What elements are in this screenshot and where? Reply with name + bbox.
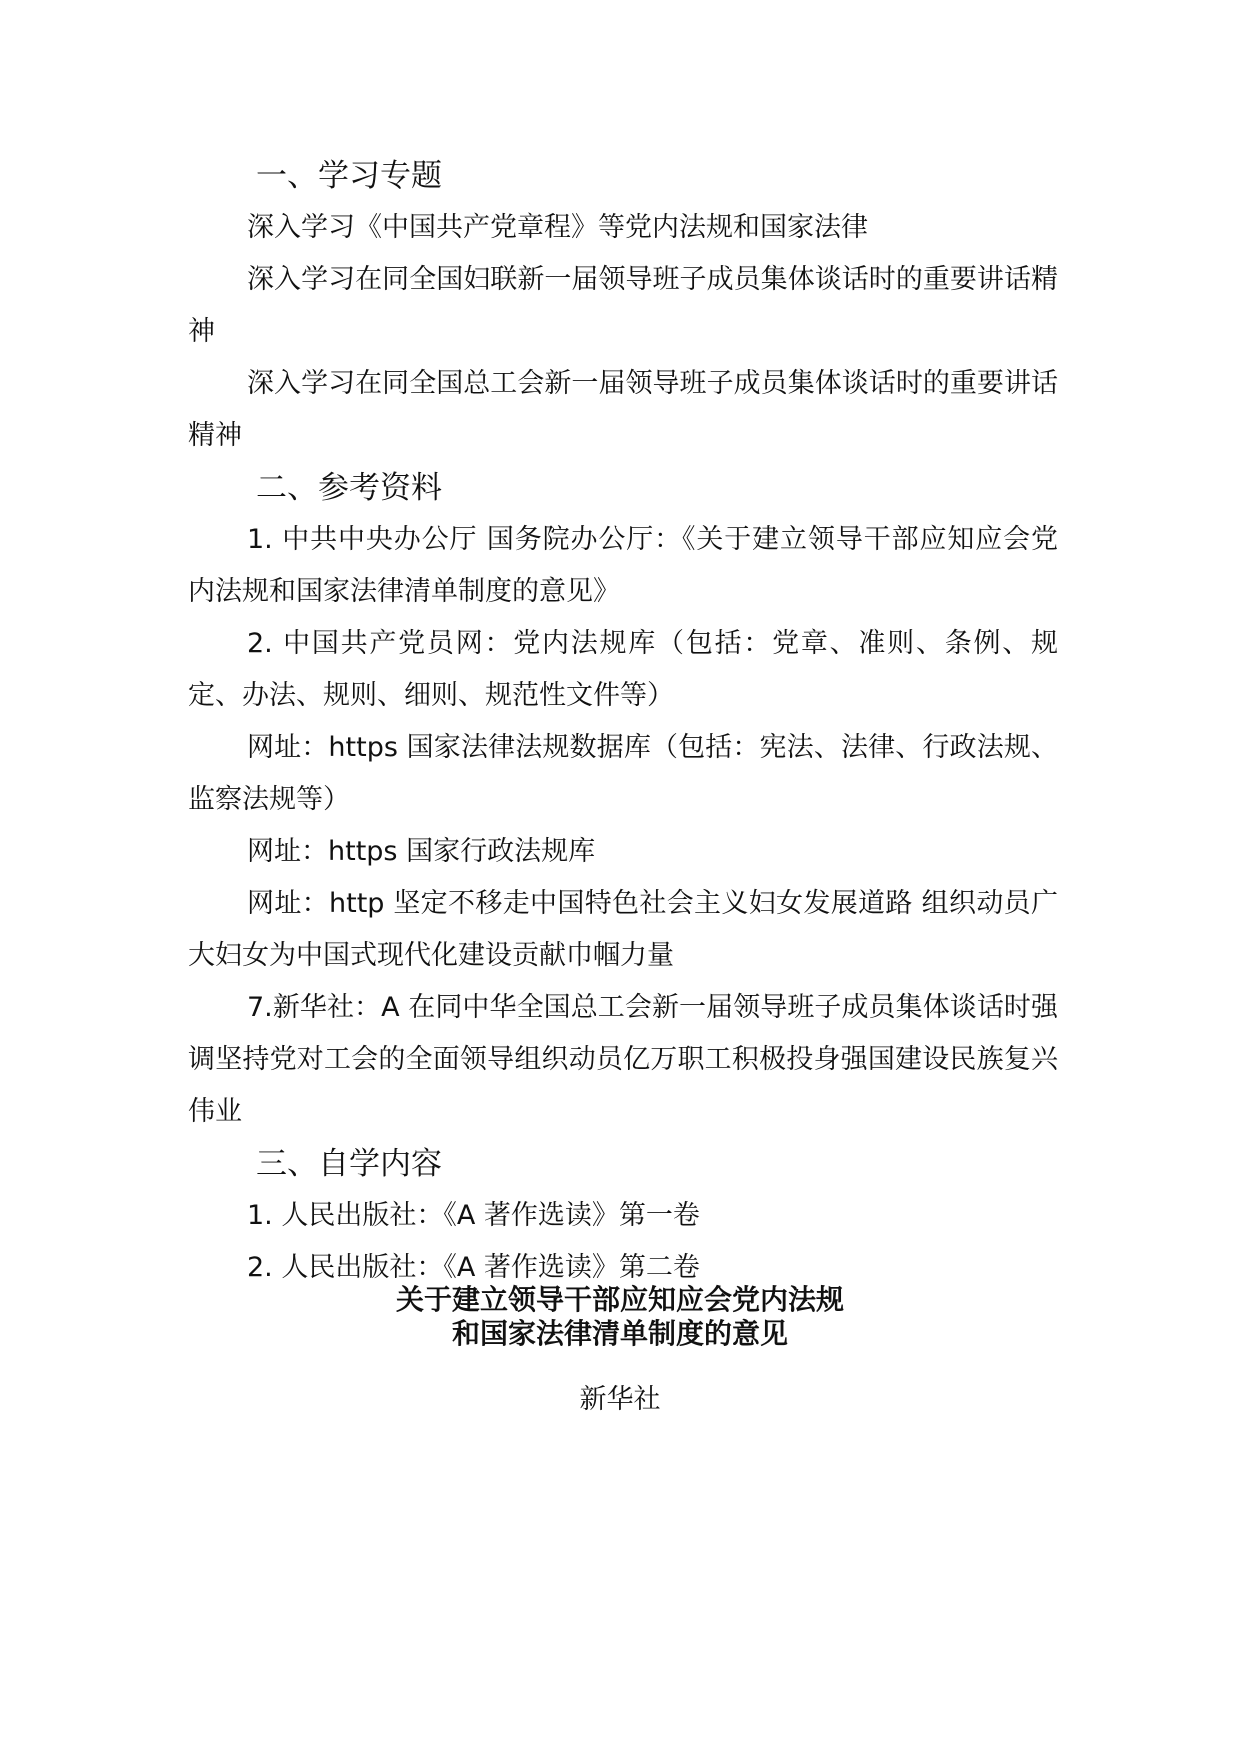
document-body bbox=[188, 150, 1058, 1294]
section-self-study bbox=[188, 1138, 1058, 1294]
reference-item: 网址：http 坚定不移走中国特色社会主义妇女发展道路 组织动员广大妇女为中国式现代化建设贡献巾帼力量 bbox=[188, 888, 1058, 971]
self-study-item: 2. 人民出版社：《A 著作选读》第二卷 bbox=[247, 1252, 700, 1283]
article-title bbox=[0, 1283, 1240, 1351]
section-heading: 一、学习专题 bbox=[256, 158, 442, 194]
reference-item: 2. 中国共产党员网：党内法规库（包括：党章、准则、条例、规定、办法、规则、细则、规范性文件等） bbox=[188, 628, 1058, 711]
reference-item: 网址：https 国家行政法规库 bbox=[247, 836, 596, 867]
study-topic-item: 深入学习在同全国妇联新一届领导班子成员集体谈话时的重要讲话精神 bbox=[188, 264, 1058, 347]
study-topic-item: 深入学习在同全国总工会新一届领导班子成员集体谈话时的重要讲话精神 bbox=[188, 368, 1058, 451]
section-heading: 三、自学内容 bbox=[256, 1146, 442, 1182]
self-study-item: 1. 人民出版社：《A 著作选读》第一卷 bbox=[247, 1200, 700, 1231]
study-topic-item: 深入学习《中国共产党章程》等党内法规和国家法律 bbox=[247, 212, 868, 243]
section-heading: 二、参考资料 bbox=[256, 470, 442, 506]
section-study-topics bbox=[188, 150, 1058, 462]
reference-item: 1. 中共中央办公厅 国务院办公厅：《关于建立领导干部应知应会党内法规和国家法律清单制度的意见》 bbox=[188, 524, 1058, 607]
reference-item: 7.新华社：A 在同中华全国总工会新一届领导班子成员集体谈话时强调坚持党对工会的全面领导组织动员亿万职工积极投身强国建设民族复兴伟业 bbox=[188, 992, 1058, 1127]
article-source: 新华社 bbox=[579, 1384, 661, 1415]
article-title-line: 关于建立领导干部应知应会党内法规 bbox=[395, 1283, 844, 1316]
reference-item: 网址：https 国家法律法规数据库（包括：宪法、法律、行政法规、监察法规等） bbox=[188, 732, 1058, 815]
article-title-line: 和国家法律清单制度的意见 bbox=[451, 1317, 788, 1350]
section-reference-materials bbox=[188, 462, 1058, 1138]
